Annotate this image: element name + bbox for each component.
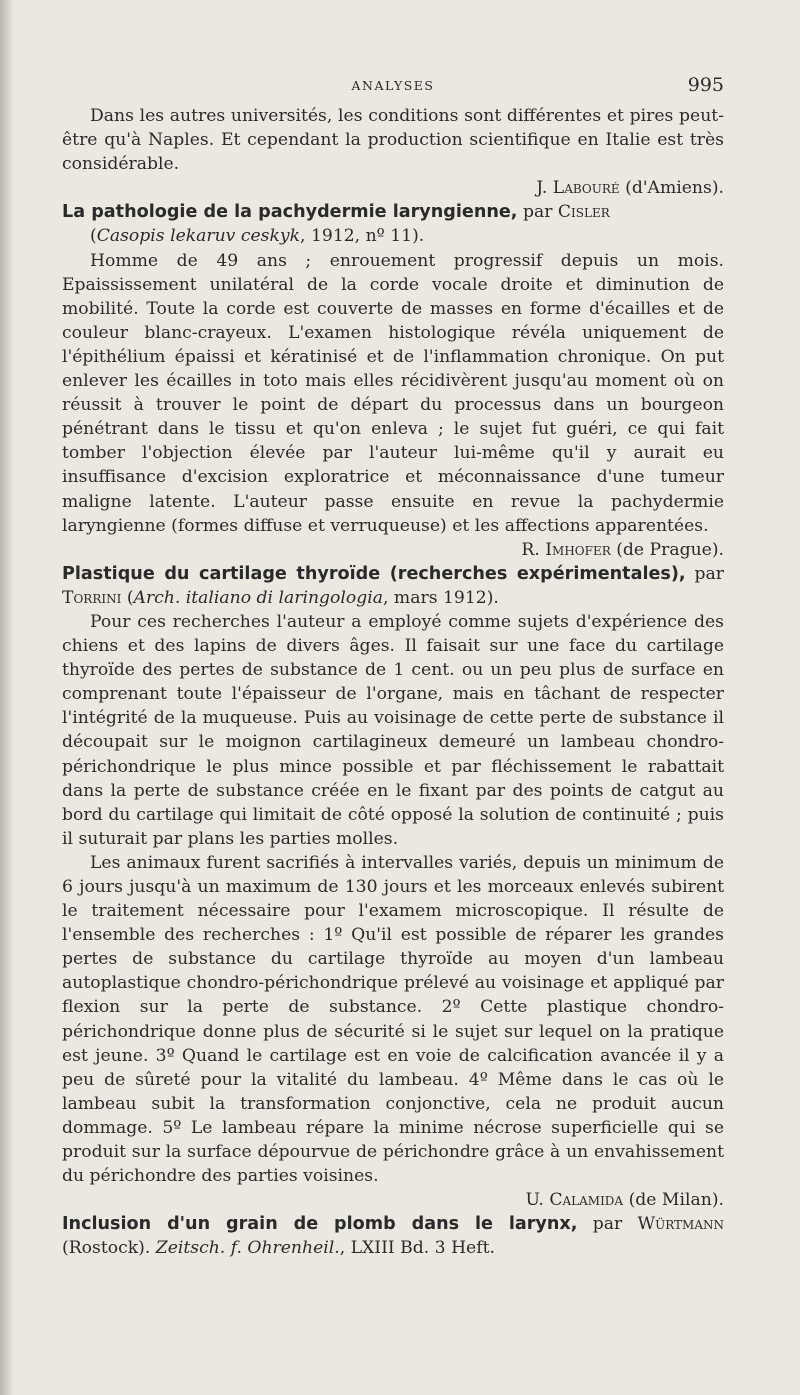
signature-calamida [62, 1188, 724, 1212]
article-source [62, 224, 724, 248]
signature-location: (de Milan). [623, 1190, 724, 1211]
article-heading-pachydermie [62, 200, 724, 224]
signature-name: R. Imhofer [521, 539, 611, 560]
body-text [62, 104, 724, 1261]
paragraph-pachydermie: Homme de 49 ans ; enrouement progressif depuis un mois. Epaississement unilatéral de la corde vocale droite et diminution de mobilité. Toute la corde est couverte de masses en forme d'écailles et de couleur blanc-crayeux. L'examen histologique révéla uniquement de l'épithélium épaissi et kératinisé et de l'inflammation chronique. On put enlever les écailles in toto mais elles récidivèrent jusqu'au moment où on réussit à trouver le point de départ du processus dans un bourgeon pénétrant dans le tissu et qu'on enleva ; le sujet fut guéri, ce qui fait tomber l'objection élevée par l'auteur lui-même qu'il y aurait eu insuffisance d'excision exploratrice et méconnaissance d'une tumeur maligne latente. L'auteur passe ensuite en revue la pachydermie laryngienne (formes diffuse et verruqueuse) et les affections apparentées. [62, 250, 724, 536]
source-rest: , 1912, nº 11). [300, 226, 425, 247]
source-rest: , LXIII Bd. 3 Heft. [339, 1238, 495, 1259]
source-rest: , mars 1912). [383, 587, 499, 608]
article-title: Plastique du cartilage thyroïde (recherches expérimentales), [62, 563, 686, 584]
source-open: ( [121, 587, 134, 608]
signature-name: J. Labouré [536, 178, 620, 199]
article-title: Inclusion d'un grain de plomb dans le larynx, [62, 1214, 578, 1235]
source-open: (Rostock). [62, 1238, 156, 1259]
paragraph-resultats: Les animaux furent sacrifiés à intervalles variés, depuis un minimum de 6 jours jusqu'à un maximum de 130 jours et les morceaux enlevés subirent le traitement nécessaire pour l'examem microscopique. Il résulte de l'ensemble des recherches : 1º Qu'il est possible de réparer les grandes pertes de substance du cartilage thyroïde au moyen d'un lambeau autoplastique chondro-périchondrique prélevé au voisinage et appliqué par flexion sur la perte de substance. 2º Cette plastique chondro-périchondrique donne plus de sécurité si le sujet sur lequel on la pratique est jeune. 3º Quand le cartilage est en voie de calcification avancée il y a peu de sûreté pour la vitalité du lambeau. 4º Même dans le cas où le lambeau subit la transformation conjonctive, cela ne produit aucun dommage. 5º Le lambeau répare la minime nécrose superficielle qui se produit sur la surface dépourvue de périchondre grâce à un envahissement du périchondre des parties voisines. [62, 852, 724, 1187]
article-par: par [577, 1214, 638, 1235]
page-gutter-shadow [0, 0, 14, 1395]
paragraph-universites: Dans les autres universités, les conditions sont différentes et pires peut-être qu'à Naples. Et cependant la production scientifique en Italie est très considérable. [62, 106, 724, 175]
journal-title: Arch. italiano di laringologia [133, 587, 383, 608]
article-heading-inclusion [62, 1212, 724, 1260]
journal-title: Casopis lekaruv ceskyk [96, 226, 301, 247]
article-author: Torrini [62, 587, 122, 608]
article-author: Cisler [557, 202, 610, 223]
paragraph-recherches: Pour ces recherches l'auteur a employé comme sujets d'expérience des chiens et des lapins de divers âges. Il faisait sur une face du cartilage thyroïde des pertes de substance de 1 cent. ou un peu plus de surface en comprenant toute l'épaisseur de l'organe, mais en tâchant de respecter l'intégrité de la muqueuse. Puis au voisinage de cette perte de substance il découpait sur le moignon cartilagineux demeuré un lambeau chondro-périchondrique le plus mince possible et par fléchissement le rabattait dans la perte de substance créée en le fixant par des points de catgut au bord du cartilage qui limitait de côté opposé la solution de continuité ; puis il suturait par plans les parties molles. [62, 611, 724, 849]
running-title: ANALYSES [351, 78, 435, 93]
signature-imhofer [62, 538, 724, 562]
article-title: La pathologie de la pachydermie laryngienne, [62, 202, 518, 223]
article-par: par [517, 202, 558, 223]
journal-title: Zeitsch. f. Ohrenheil. [155, 1238, 340, 1259]
running-header [62, 70, 724, 104]
article-author: Würtmann [637, 1214, 724, 1235]
article-par: par [685, 563, 724, 584]
article-heading-plastique [62, 562, 724, 610]
signature-location: (d'Amiens). [619, 178, 724, 199]
signature-location: (de Prague). [610, 539, 724, 560]
signature-name: U. Calamida [525, 1190, 624, 1211]
page-number: 995 [687, 74, 724, 96]
book-page [62, 70, 724, 1261]
source-open: ( [90, 226, 97, 247]
signature-laboure [62, 176, 724, 200]
